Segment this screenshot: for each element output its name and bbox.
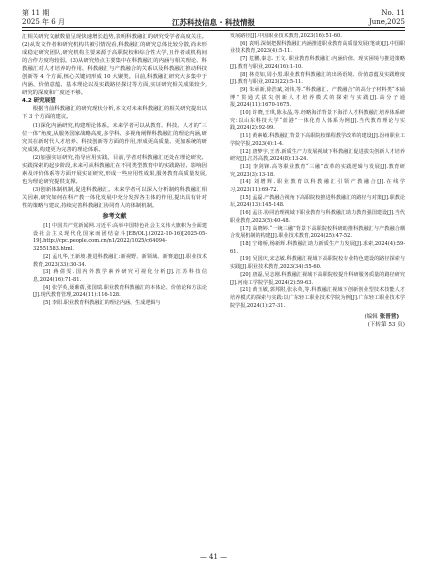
editor-label: (编辑 xyxy=(364,314,378,321)
references-title: 参考文献 xyxy=(102,213,127,221)
reference-item: [9] 朱承新,徐浩斌,刘伟,等.“科教融汇、产教融合”的高分子材料类“本硕博”贯通式拔尖创新人才培养模式的探索与实践[J].高分子通报,2024(11):1670-1675. xyxy=(230,86,405,109)
page-header xyxy=(22,9,405,35)
editor-name: 张晋营) xyxy=(379,314,399,321)
reference-item: [14] 刘增辉.职业教育以科教融汇引领产教融合[J].在线学习,2023(11):69-72. xyxy=(230,179,405,194)
reference-item: [18] 宁绪桥,杨新辉.科教融汇助力新质生产力发展[J].求索,2024(4):59-61. xyxy=(230,240,405,255)
reference-item: [19] 吴国庆,宋志敏.科教融汇视域下高职院校专业特色建设的路径探索与实践[J].职业技术教育,2023(34):55-60. xyxy=(230,256,405,271)
reference-item: [13] 李剑锋.高等职业教育“三融”改革的实践逻辑与发展[J].教育研究,2023(3):13-18. xyxy=(230,163,405,178)
outlook-point: (1)深化内涵研究,构建理论体系。未来学者可以从教育、科技、人才的“三位一体”角度,从服务国家战略高度,多学科、多视角阐释科教融汇的理论内涵,研究其在新时代人才培养、科技创新等方面的作用,形成更高质量、更加系统的研究成果,构建更为完善的理论体系。 xyxy=(22,122,207,153)
reference-item: [21] 黄玉敏,郭邦附,张永英,等.科教融汇视域下创新创业型技术技能人才培养模式的探索与实践:以广东轻工职业技术学院为例[J].广东轻工职业技术学院学报,2024(1):27-31. xyxy=(230,287,405,309)
reference-item: [8] 林竞如,周小黑.职业教育科教融汇的出场语境、价值意蕴及实践维度[J].教育与职业,2023(22):5-11. xyxy=(230,71,405,86)
reference-item: [17] 高晓婷.“一统三融”背景下高职院校科研助推科教融汇与产教融合耦合发展机制的构建[J].职业技术教育,2024(25):47-52. xyxy=(230,225,405,240)
reference-item-continued: 发展路径[J].中国职业技术教育,2023(16):51-60. xyxy=(230,33,342,39)
outlook-point: (2)加强实证研究,指导应用实践。目前,学者对科教融汇还处在理论研究、实践探索的起步阶段,未来可从科教融汇在不同类型教育中的实践路径、影响因素及评价体系等方面开展实证研究,形成一些应用性成果,服务教育高质量发展,也为理论研究提供支撑。 xyxy=(22,154,207,185)
editor-credit xyxy=(219,313,405,329)
reference-item: [11] 黄素敏.科教融汇背景下高职院校课程教学改革的建设[J].汾州职业工学院学报,2023(4):1-4. xyxy=(230,133,405,147)
header-right xyxy=(369,9,405,27)
issue-number-en: No. 11 xyxy=(381,9,405,17)
section-intro: 根据当前科教融汇的研究现状分析,本文对未来科教融汇的相关研究提出以下 3 个方面的建议。 xyxy=(22,106,207,121)
issue-number-cn: 第 11 期 xyxy=(22,9,50,17)
issue-date-cn: 2025 年 6 月 xyxy=(22,18,65,26)
reference-item: [15] 孟磊.产教融合视角下高职院校推进科教融汇的路径与对策[J].职教论坛,2024(13):145-148. xyxy=(230,194,405,209)
reference-item: [6] 袁明.深刻把握科教融汇内涵推进职业教育高质量发展(笔谈)[J].中国职业技术教育,2023(4):5-11. xyxy=(230,40,405,55)
continued-note: (下转第 53 页) xyxy=(367,322,405,329)
journal-title: 江苏科技信息 · 科技情报 xyxy=(171,18,256,27)
reference-item: [12] 唐梦宇,王青.新质生产力发展视域下科教融汇促进拔尖创新人才培养研究[J].江苏高教,2024(8):13-24. xyxy=(230,148,405,163)
reference-item: [16] 孟注.协同治理视域下职业教育与科教融汇助力教育强国建设[J].当代职业教育,2023(5):40-48. xyxy=(230,210,405,224)
outlook-point: (3)创新体制机制,促进科教融汇。未来学者可以深入分析制约科教融汇相关因素,研究如何在科产教一体化发展中充分发挥各主体的作用,提出具有针对性的策略与建议,持续完善科教融汇协同育人的体制机制。 xyxy=(22,186,207,209)
header-rule xyxy=(22,27,405,31)
reference-item: [2] 孟凡华,王新坡.推进科教融汇:新视野、新领域、新赛道[J].职业技术教育,2023(33):30-34. xyxy=(33,253,207,268)
references-list-right xyxy=(219,33,405,310)
right-column xyxy=(219,33,405,539)
page-number: — 41 — xyxy=(199,553,228,561)
reference-item: [5] 李阳.职业教育科教融汇的理论内涵、生成逻辑与 xyxy=(43,300,161,307)
section-heading: 4.2 研究展望 xyxy=(22,98,56,105)
reference-item: [7] 危鹏,秦志. 王文. 职业教育科教融汇:内涵价值、现实困境与推进策略[J].教育与职业,2024(16):1-10. xyxy=(230,56,405,70)
conclusion-paragraph: 汇相关研究文献数量呈现快速增长趋势,表明科教融汇的研究受学者高度关注。(2)从发文作者和研究机构共被引情况看,科教融汇的研究总体比较分散,尚未形成稳定研究团队,研究机构主要来源于高职院校和综合性大学,且作者或机构间的合作方度均较弱。(3)从研究热点主要集中在科教融汇的内涵与相关理论、科教融汇对人才培养的作用、科教融汇与产教融合的关系以及科教融汇推动科技创新等 4 个方面,核心关键词形成 10 大聚类。目前,科教融汇研究大多集中于内涵、价值意蕴、基本理论以及实践路径探讨等方面,实证研究相关成果较少,研究的深度和广度还不够。 xyxy=(22,34,207,97)
issue-date-en: June,2025 xyxy=(368,18,405,26)
reference-item: [10] 许晓,王琪,陈永晶,等.经略海洋背景下海洋人才科教融汇培养体系研究:以山东科技大学“蓝港”一体化育人体系为例[J].当代教育理论与实践,2024(2):92-99. xyxy=(230,110,405,132)
left-column xyxy=(22,33,207,539)
reference-item: [20] 唐磊,吴志刚.科教融汇视域下高职院校提升科研服务质量的路径研究[J].河南工学院学报,2024(2):59-63. xyxy=(230,271,405,286)
reference-item: [3] 蒋倩雯.国内外教学素养研究可视化分析[J].江苏科技信息,2024(16):71-81. xyxy=(33,269,207,283)
references-list-left xyxy=(22,223,207,308)
reference-item: [4] 张学英,聂紫蒨,张国瑞.职业教育科教融汇的本体论、价值论和方法论[J].现代教育管理,2024(11):116-128. xyxy=(33,284,207,299)
reference-item: [1] 中国共产党新闻网.习近平:高举中国特色社会主义伟大旗帜为全面建设社会主义现代化国家而团结奋斗[EB/OL].(2022-10-16)[2025-05-19].http://cpc.people.com.cn/n1/2022/1025/c64094-32551583.html. xyxy=(33,223,207,253)
